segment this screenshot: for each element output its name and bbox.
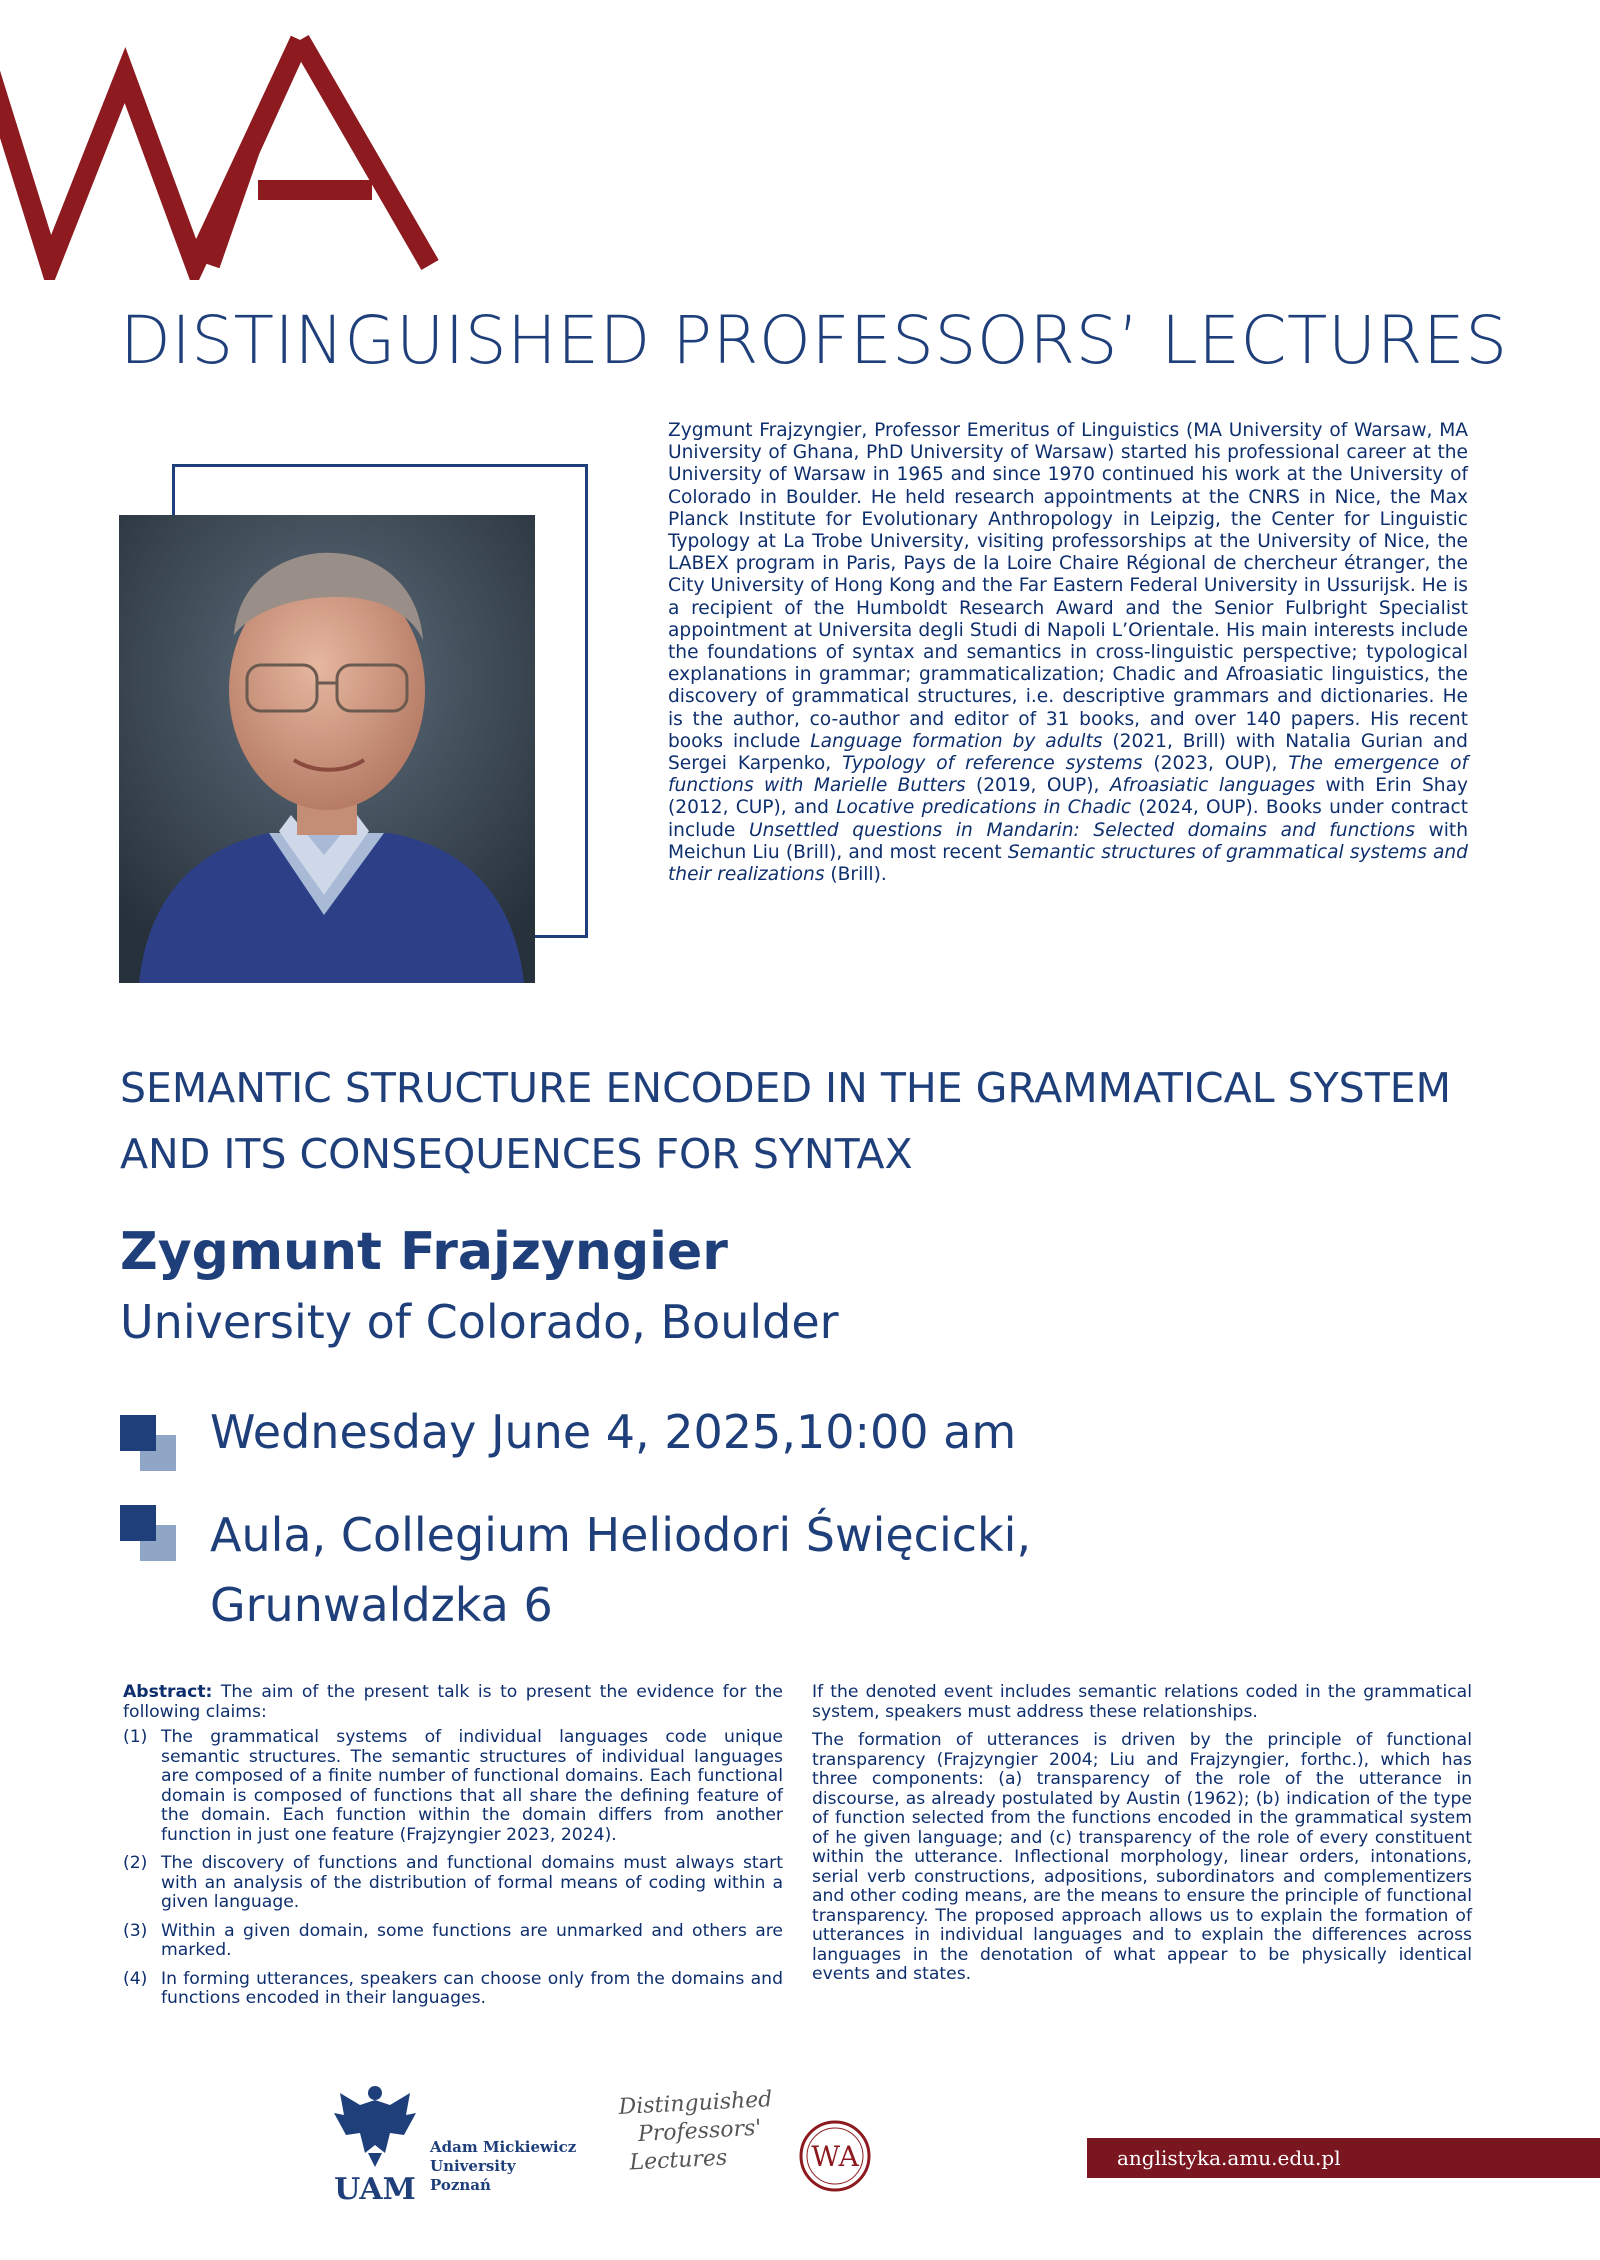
bio-text: (2023, OUP), [1142,753,1289,775]
dpl-line: Distinguished [617,2087,773,2121]
bio-text: Zygmunt Frajzyngier, Professor Emeritus of Linguistics (MA University of Warsaw, MA University of Ghana, PhD University of Warsaw) started his professional career at the University of Warsaw in 1965 and since 1970 continued his work at the University of Colorado in Boulder. He held research appointments at the CNRS in Nice, the Max Planck Institute for Evolutionary Anthropology in Leipzig, the Center for Linguistic Typology at La Trobe University, visiting professorships at the University of Nice, the LABEX program in Paris, Pays de la Loire Chaire Régional de chercheur étranger, the City University of Hong Kong and the Far Eastern Federal University in Ussurijsk. He is a recipient of the Humboldt Research Award and the Senior Fulbright Specialist appointment at Universita degli Studi di Napoli L’Orientale. His main interests include the foundations of syntax and semantics in cross-linguistic perspective; typological explanations in grammar; grammaticalization; Chadic and Afroasiatic linguistics, the discovery of grammatical structures, i.e. descriptive grammars and dictionaries. He is the author, co-author and editor of 31 books, and over 140 papers. His recent books include [668,420,1468,752]
venue-line: Grunwaldzka 6 [210,1578,553,1632]
claim-number: (1) [123,1727,148,1747]
event-venue [210,1500,1031,1640]
claim-number: (3) [123,1920,148,1941]
venue-bullet-icon [120,1505,190,1565]
wa-logo [0,30,450,280]
bio-book-title: Unsettled questions in Mandarin: Selected domains and functions [749,819,1415,841]
bio-book-title: Locative predications in Chadic [836,797,1132,819]
bio-text: (Brill). [824,864,887,886]
claims-list [123,1728,783,2009]
dpl-logo-text [618,2086,776,2178]
abstract-right-column [812,1683,1472,1994]
date-bullet-icon [120,1415,190,1475]
claim-number: (2) [123,1853,148,1873]
dpl-line: Lectures [628,2145,728,2176]
claim-item [123,1728,783,1845]
series-title: DISTINGUISHED PROFESSORS’ LECTURES [120,302,1508,379]
abstract-intro-text: The aim of the present talk is to present the evidence for the following claims: [123,1682,783,1722]
bio-book-title: The emergence of functions with Marielle Butters [668,753,1468,797]
venue-line: Aula, Collegium Heliodori Święcicki, [210,1508,1032,1562]
speaker-affiliation: University of Colorado, Boulder [120,1295,839,1349]
uam-name [430,2138,576,2195]
bio-text: (2021, Brill) with Natalia Gurian and Sergei Karpenko, [668,730,1468,775]
bio-text: (2024, OUP). Books under contract include [668,797,1468,841]
claim-item [123,1922,783,1961]
uam-name-line: Adam Mickiewicz [430,2138,577,2156]
bio-book-title: Typology of reference systems [842,753,1143,775]
speaker-name: Zygmunt Frajzyngier [120,1222,728,1282]
uam-name-line: University [430,2157,516,2175]
claim-number: (4) [123,1968,148,1989]
abstract-paragraph: The formation of utterances is driven by the principle of functional transparency (Frajzyngier 2004; Liu and Frajzyngier, forthc.), which has three components: (a) transparency of the role of the utterance in discourse, as already postulated by Austin (1962); (b) indication of the type of function selected from the functions encoded in the grammatical system of he given language; and (c) transparency of the role of every constituent within the utterance. Inflectional morphology, linear orders, intonations, serial verb constructions, adpositions, subordinators and complementizers and other coding means, are the means to ensure the principle of functional transparency. The proposed approach allows us to explain the formation of utterances in individual languages and to explain the differences across languages in the denotation of what appear to be physically identical events and states. [812,1730,1472,1984]
bio-book-title: Semantic structures of grammatical systems and their realizations [668,841,1468,886]
website-link[interactable]: anglistyka.amu.edu.pl [1087,2138,1600,2178]
abstract-intro [123,1683,783,1722]
claim-item [123,1970,783,2009]
event-date-time: Wednesday June 4, 2025,10:00 am [210,1405,1017,1459]
talk-title [120,1055,1540,1187]
claim-item [123,1854,783,1913]
bio-text: with Meichun Liu (Brill), and most recent [668,819,1469,863]
dpl-wa-emblem [797,2118,873,2194]
uam-eagle-logo [330,2075,420,2205]
abstract-label: Abstract: [123,1682,213,1702]
uam-monogram: UAM [334,2172,416,2205]
talk-title-line: SEMANTIC STRUCTURE ENCODED IN THE GRAMMATICAL SYSTEM [120,1064,1452,1112]
bio-book-title: Language formation by adults [810,730,1103,752]
claim-text: The grammatical systems of individual languages code unique semantic structures. The semantic structures of individual languages are composed of a finite number of functional domains. Each functional domain is composed of functions that all share the defining feature of the domain. Each function within the domain differs from another function in just one feature (Frajzyngier 2023, 2024). [161,1727,783,1845]
speaker-photo [119,515,535,983]
bio-text: with Erin Shay (2012, CUP), and [668,775,1468,819]
bio-text: (2019, OUP), [965,775,1110,797]
claim-text: In forming utterances, speakers can choose only from the domains and functions encoded in their languages. [161,1968,783,2008]
dpl-line: Professors' [637,2115,762,2148]
uam-name-line: Poznań [430,2176,491,2194]
bio-book-title: Afroasiatic languages [1109,775,1316,797]
talk-title-line: AND ITS CONSEQUENCES FOR SYNTAX [120,1130,913,1178]
speaker-bio [668,420,1468,886]
dpl-emblem-text: WA [811,2140,859,2173]
claim-text: Within a given domain, some functions are unmarked and others are marked. [161,1920,783,1960]
abstract-paragraph: If the denoted event includes semantic relations coded in the grammatical system, speakers must address these relationships. [812,1682,1472,1722]
claim-text: The discovery of functions and functional domains must always start with an analysis of the distribution of formal means of coding within a given language. [161,1853,783,1912]
abstract-left-column [123,1683,783,2018]
